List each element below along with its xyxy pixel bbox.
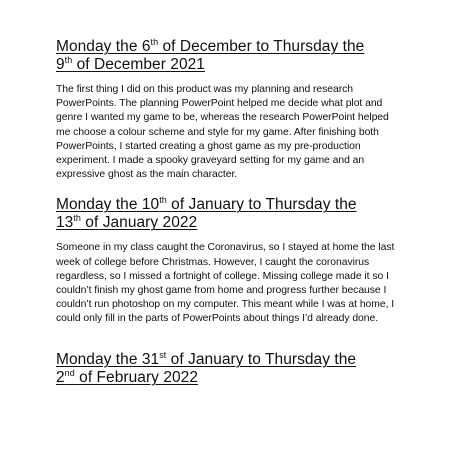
section-heading [56, 351, 401, 387]
heading-start-suffix: th [150, 36, 159, 47]
heading-end-rest: of February 2022 [74, 368, 198, 386]
heading-end-day: 9 [56, 56, 65, 73]
section-body: The first thing I did on this product was my planning and research PowerPoints. The planning PowerPoint helped me decide what plot and genre I wanted my game to be, whereas the research PowerPoint helped me choose a colour scheme and style for my game. After finishing both PowerPoints, I started creating a ghost game as my pre-production experiment. I made a spooky graveyard setting for my game and an expressive ghost as the main character. [56, 84, 389, 181]
heading-end-suffix: nd [64, 367, 75, 378]
section-body: Someone in my class caught the Coronavirus, so I stayed at home the last week of college before Christmas. However, I caught the coronavirus regardless, so I missed a fortnight of college. Missing college made it so I couldn’t finish my ghost game from home and progress further because I couldn’t run photoshop on my computer. This meant while I was at home, I could only fill in the parts of PowerPoints about things I’d already done. [56, 242, 395, 325]
section-31-january [56, 351, 401, 387]
section-heading [56, 196, 401, 232]
heading-middle: of January to Thursday the [166, 196, 357, 214]
heading-middle: of January to Thursday the [166, 350, 357, 368]
heading-middle: of December to Thursday the [158, 38, 365, 55]
heading-end-day: 13 [56, 214, 74, 232]
heading-end-rest: of January 2022 [80, 214, 198, 232]
heading-end-rest: of December 2021 [72, 56, 205, 73]
section-6-december [56, 38, 401, 182]
heading-end-suffix: th [64, 54, 73, 65]
heading-start-day: Monday the 6 [56, 38, 151, 55]
heading-start-day: Monday the 10 [56, 196, 160, 214]
heading-start-day: Monday the 31 [56, 350, 160, 368]
heading-end-day: 2 [56, 368, 65, 386]
document-page [56, 38, 401, 387]
section-heading [56, 38, 401, 74]
heading-end-suffix: th [73, 213, 81, 224]
section-10-january [56, 196, 401, 326]
heading-start-suffix: st [159, 349, 167, 360]
heading-start-suffix: th [159, 195, 167, 206]
